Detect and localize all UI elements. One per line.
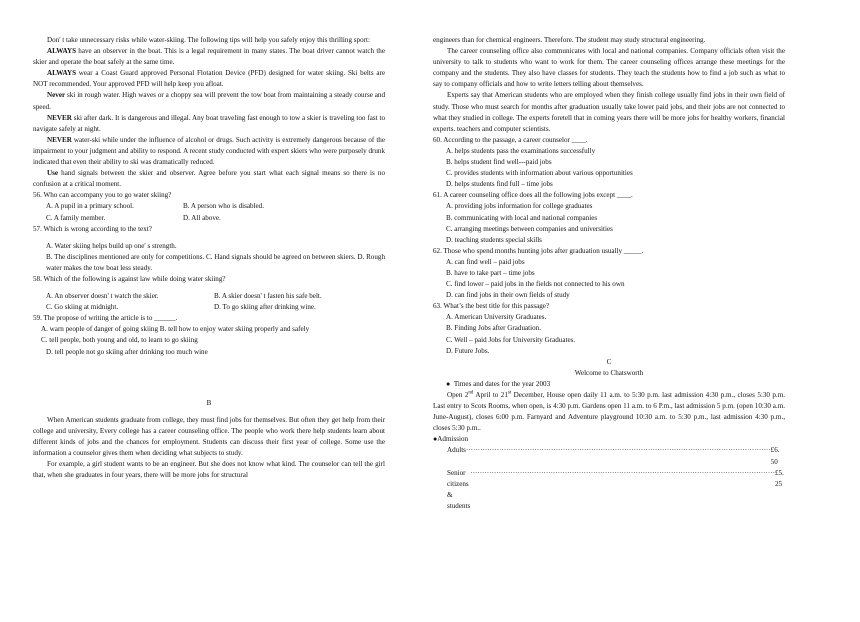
question-58: 58. Which of the following is against law while doing water skiing? — [33, 274, 226, 283]
tip-key: ALWAYS — [47, 69, 77, 78]
q56-options-row — [33, 201, 385, 212]
option-c: C. find lower – paid jobs in the fields not connected to his own — [446, 280, 625, 289]
price-value: £6. 50 — [770, 446, 780, 466]
bullet-admission — [433, 434, 785, 445]
bullet-label: Admission — [437, 435, 469, 444]
tip-text: water-ski while under the influence of alcohol or drugs. Such activity is extremely dangerous because of the impairment to your judgment and ability to respond. A recent study conducted with expert skiers who were purposely drunk indicated that even their ability to ski was dramatically reduced. — [33, 135, 385, 167]
question-63: 63. What’s the best title for this passage? — [433, 302, 550, 311]
opening-times-paragraph — [433, 390, 785, 434]
left-column — [33, 35, 385, 481]
tip-text: ski after dark. It is dangerous and illegal. Any boat traveling fast enough to tow a skier is traveling too fast to navigate safely at night. — [33, 113, 385, 133]
tip-key: Use — [47, 169, 59, 178]
dot-leader: ································································································································· — [470, 468, 775, 477]
price-label: Adults — [447, 446, 466, 455]
tip-paragraph — [33, 46, 385, 68]
section-b-heading: B — [206, 398, 212, 407]
tip-paragraph — [33, 113, 385, 135]
question-62: 62. Those who spend months hunting jobs after graduation usually _____. — [433, 246, 644, 255]
option-c: C. A family member. — [46, 213, 106, 222]
q57-option-a: A. Water skiing helps build up one' s strength. — [46, 241, 177, 250]
option-c: C. provides students with information about various opportunities — [446, 169, 633, 178]
open-text: April to 21 — [473, 391, 508, 399]
passage-b-continued: engineers than for chemical engineers. Therefore. The student may study structural engineering. — [433, 36, 706, 44]
ordinal-suffix: nd — [468, 390, 474, 396]
q58-options-row — [33, 291, 385, 302]
bullet-dot-icon: ● — [446, 379, 451, 388]
tip-paragraph — [33, 90, 385, 112]
option-c: C. Go skiing at midnight. — [46, 303, 119, 312]
passage-b-paragraph: When American students graduate from college, they must find jobs for themselves. But often they get help from their college and university, Every college has a career counseling office. The people who work there help students learn about different kinds of jobs and the chances for employment. Students can discuss their first year of college. Some use the information a counselor gives them when deciding what subjects to study. — [33, 415, 385, 457]
bullet-dot-icon: ● — [433, 435, 438, 444]
section-c-heading: C — [606, 357, 612, 366]
q56-options-row — [33, 213, 385, 224]
question-60: 60. According to the passage, a career counselor ____. — [433, 135, 588, 144]
option-c: C. arranging meetings between companies and universities — [446, 224, 613, 233]
option-d: D. Future Jobs. — [446, 346, 490, 355]
price-label: Senior citizens & students — [447, 468, 471, 510]
option-a: A. providing jobs information for college graduates — [446, 202, 593, 211]
right-column — [433, 35, 785, 512]
option-a: A. An observer doesn' t watch the skier. — [46, 292, 159, 301]
open-text: Open 2 — [447, 391, 469, 399]
question-61: 61. A career counseling office does all the following jobs except ____. — [433, 191, 633, 200]
tips-list — [33, 46, 385, 190]
dot-leader: ································································································································· — [465, 446, 771, 455]
tip-paragraph — [33, 68, 385, 90]
bullet-label: Times and dates for the year 2003 — [453, 379, 551, 388]
tip-paragraph — [33, 135, 385, 168]
tip-key: ALWAYS — [47, 47, 77, 56]
q59-option-ab: A. warn people of danger of going skiing B. tell how to enjoy water skiing properly and safely — [41, 325, 310, 334]
option-b: B. communicating with local and national companies — [446, 213, 598, 222]
option-b: B. A person who is disabled. — [183, 202, 264, 211]
option-a: A. can find well – paid jobs — [446, 257, 525, 266]
option-d: D. can find jobs in their own fields of study — [446, 291, 570, 300]
question-59: 59. The propose of writing the article is to ______. — [33, 314, 178, 323]
passage-b-paragraph: For example, a girl student wants to be an engineer. But she does not know what kind. The counselor can tell the girl that, when she graduates in four years, there will be more jobs for structural — [33, 460, 385, 480]
q59-option-c: C. tell people, both young and old, to learn to go skiing — [41, 336, 198, 345]
option-d: D. All above. — [183, 213, 221, 222]
option-a: A. helps students pass the examinations successfully — [446, 146, 596, 155]
option-b: B. A skier doesn' t fasten his safe belt. — [214, 292, 322, 301]
bullet-times — [433, 379, 785, 390]
open-text: December, House open daily 11 a.m. to 5:30 p.m. last admission 4:30 p.m., closes 5:30 p.m. Last entry to Scots Rooms, when open, is 4:30 p.m. Gardens open 11 a.m. to 6 P.m., last admission 5 p.m. (open 10:30 a.m. June-August), closes 6:00 p.m. Farnyard and Adventure playground 10:30 a.m. to 5:30 p.m., last admission 4:30 p.m., closes 5:30 p.m.. — [433, 391, 786, 433]
option-a: A. A pupil in a primary school. — [46, 202, 134, 211]
q57-option-bcd: B. The disciplines mentioned are only for competitions. C. Hand signals should be agreed on between skiers. D. Rough water makes the tow boat less steady. — [46, 252, 385, 272]
ordinal-suffix: st — [507, 390, 512, 396]
tip-key: NEVER — [47, 113, 72, 122]
q59-option-d: D. tell people not go skiing after drinking too much wine — [46, 347, 208, 356]
tip-paragraph — [33, 168, 385, 190]
price-value: £5. 25 — [774, 468, 784, 488]
passage-b-paragraph: Experts say that American students who are employed when they finish college usually find jobs in their own field of study. Those who must search for months after graduation usually take lower paid jobs, and their jobs are not connected to what they studied in college. The experts foretell that in coming years there will be more jobs for healthy workers, financial experts. teachers and computer scientists. — [433, 91, 785, 133]
option-c: C. Well – paid Jobs for University Graduates. — [446, 335, 576, 344]
option-d: D. teaching students special skills — [446, 235, 542, 244]
price-row — [433, 468, 785, 512]
passage-b-paragraph: The career counseling office also communicates with local and national companies. Company officials often visit the university to talk to students who want to work for them. The career counseling offices arrange these meetings for the company and the students. They also have classes for students. They teach the students how to find a job such as what to say to company officials and how to write letters telling about themselves. — [433, 47, 785, 89]
tip-key: NEVER — [47, 135, 72, 144]
tip-text: have an observer in the boat. This is a legal requirement in many states. The boat driver cannot watch the skier and operate the boat safely at the same time. — [33, 47, 385, 67]
question-56: 56. Who can accompany you to go water skiing? — [33, 191, 172, 200]
price-row — [433, 445, 785, 467]
chatsworth-title: Welcome to Chatsworth — [574, 368, 644, 377]
intro-paragraph: Don' t take unnecessary risks while water-skiing. The following tips will help you safely enjoy this thrilling sport: — [47, 36, 370, 44]
option-b: B. helps student find well---paid jobs — [446, 158, 552, 167]
option-d: D. helps students find full – time jobs — [446, 180, 553, 189]
option-d: D. To go skiing after drinking wine. — [214, 303, 316, 312]
tip-text: hand signals between the skier and observer. Agree before you start what each signal means so there is no confusion at a critical moment. — [33, 169, 385, 189]
option-a: A. American University Graduates. — [446, 313, 547, 322]
option-b: B. Finding Jobs after Graduation. — [446, 324, 541, 333]
question-57: 57. Which is wrong according to the text? — [33, 224, 152, 233]
tip-key: Never — [47, 91, 66, 100]
q58-options-row — [33, 302, 385, 313]
tip-text: wear a Coast Guard approved Personal Flotation Device (PFD) designed for water skiing. Ski belts are NOT recommended. Your approved PFD will help keep you afloat. — [33, 69, 385, 89]
tip-text: ski in rough water. High waves or a choppy sea will prevent the tow boat from maintaining a steady course and speed. — [33, 91, 385, 111]
option-b: B. have to take part – time jobs — [446, 268, 535, 277]
